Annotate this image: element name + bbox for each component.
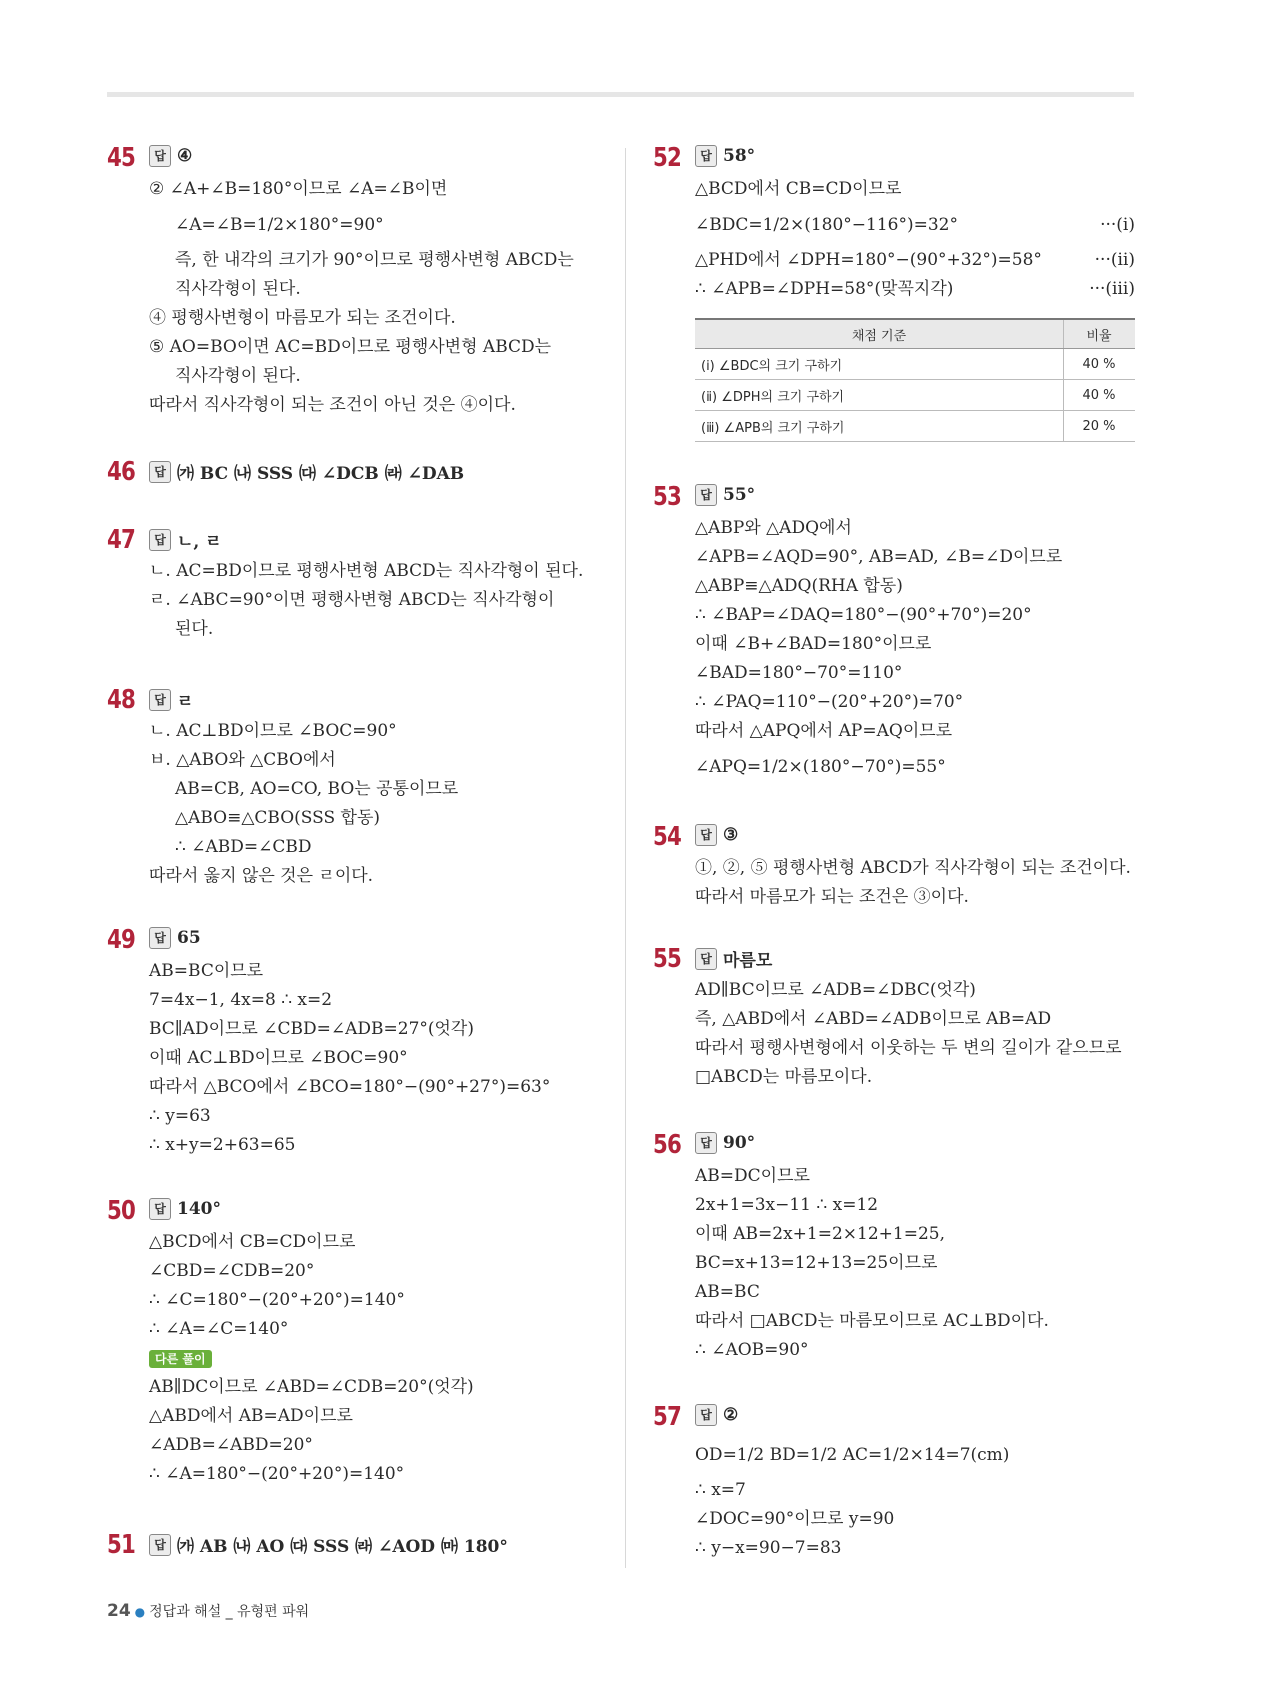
answer-value: 90° (723, 1133, 756, 1153)
solution-line: ∠DOC=90°이므로 y=90 (695, 1509, 895, 1529)
header-ratio: 비율 (1064, 319, 1136, 349)
solution-line: ∴ ∠ABD=∠CBD (175, 837, 312, 857)
solution (695, 514, 1062, 788)
solution-line: BC=x+13=12+13=25이므로 (695, 1253, 938, 1273)
table-row (695, 411, 1135, 442)
solution-line: 따라서 옳지 않은 것은 ㄹ이다. (149, 866, 374, 886)
problem-number: 49 (107, 925, 136, 955)
solution-line: BC∥AD이므로 ∠CBD=∠ADB=27°(엇각) (149, 1019, 474, 1039)
solution-line: △BCD에서 CB=CD이므로 (695, 179, 902, 199)
answer-badge: 답 (695, 824, 717, 846)
solution-line: ∠BAD=180°−70°=110° (695, 663, 903, 683)
solution-line: △ABO≡△CBO(SSS 합동) (175, 808, 381, 828)
solution (149, 1228, 474, 1489)
problem-number: 53 (653, 482, 682, 512)
solution-line: ∴ x=7 (695, 1480, 746, 1500)
solution-line: ㅂ. △ABO와 △CBO에서 (149, 750, 336, 770)
answer-value: 65 (177, 928, 201, 948)
solution-line: ∴ y=63 (149, 1106, 211, 1126)
answer-line (149, 1198, 221, 1220)
solution-line: ∴ x+y=2+63=65 (149, 1135, 296, 1155)
problem-number: 56 (653, 1130, 682, 1160)
solution-row (695, 246, 1135, 275)
solution-line: 직사각형이 된다. (175, 366, 301, 386)
step-mark: ···(ⅰ) (1100, 215, 1135, 235)
problem-number: 48 (107, 685, 136, 715)
solution-line: ∠BDC=1/2×(180°−116°)=32° (695, 215, 959, 235)
problem-number: 47 (107, 525, 136, 555)
answer-badge: 답 (695, 948, 717, 970)
answer-line (149, 527, 222, 552)
answer-line (695, 946, 772, 971)
answer-value: 55° (723, 485, 756, 505)
answer-line (149, 145, 192, 167)
solution-line: 이때 AB=2x+1=2×12+1=25, (695, 1224, 946, 1244)
solution-line: 이때 ∠B+∠BAD=180°이므로 (695, 634, 932, 654)
solution-line: 된다. (175, 619, 214, 639)
table-row (695, 380, 1135, 411)
solution-line: 직사각형이 된다. (175, 279, 301, 299)
solution-line: 즉, 한 내각의 크기가 90°이므로 평행사변형 ABCD는 (175, 250, 574, 270)
ratio-cell: 40 % (1064, 349, 1136, 380)
solution-line: AB=CB, AO=CO, BO는 공통이므로 (175, 779, 459, 799)
answer-line (695, 1132, 755, 1154)
solution-line: ∴ ∠C=180°−(20°+20°)=140° (149, 1290, 405, 1310)
table-row (695, 349, 1135, 380)
answer-value: ㈎ AB ㈏ AO ㈐ SSS ㈑ ∠AOD ㈒ 180° (177, 1537, 508, 1557)
answer-badge: 답 (149, 145, 171, 167)
column-divider (625, 148, 626, 1568)
solution-line: □ABCD는 마름모이다. (695, 1067, 873, 1087)
answer-badge: 답 (695, 484, 717, 506)
solution (695, 854, 1131, 912)
header-criteria: 채점 기준 (695, 319, 1064, 349)
footer-title: 정답과 해설 _ 유형편 파워 (149, 1604, 310, 1620)
solution-line: 7=4x−1, 4x=8 ∴ x=2 (149, 990, 333, 1010)
problem-number: 52 (653, 143, 682, 173)
solution-line: △ABD에서 AB=AD이므로 (149, 1406, 353, 1426)
solution-line: ∴ ∠APB=∠DPH=58°(맞꼭지각) (695, 279, 954, 299)
answer-line (149, 459, 464, 484)
criteria-cell: (ⅰ) ∠BDC의 크기 구하기 (695, 349, 1064, 380)
solution (695, 976, 1122, 1092)
solution-line: ⑤ AO=BO이면 AC=BD이므로 평행사변형 ABCD는 (149, 337, 552, 357)
page-number: 24 (107, 1601, 131, 1621)
problem-number: 50 (107, 1196, 136, 1226)
solution (695, 1434, 1009, 1563)
solution-line: AB∥DC이므로 ∠ABD=∠CDB=20°(엇각) (149, 1377, 474, 1397)
answer-badge: 답 (149, 529, 171, 551)
answer-badge: 답 (695, 1132, 717, 1154)
solution-line: ∠APB=∠AQD=90°, AB=AD, ∠B=∠D이므로 (695, 547, 1063, 567)
solution-line: AD∥BC이므로 ∠ADB=∠DBC(엇각) (695, 980, 976, 1000)
bullet-icon: ● (134, 1605, 146, 1619)
answer-value: ② (723, 1405, 739, 1425)
solution-line: ∴ ∠A=∠C=140° (149, 1319, 289, 1339)
answer-badge: 답 (149, 461, 171, 483)
answer-value: 140° (177, 1199, 221, 1219)
solution-line: △ABP≡△ADQ(RHA 합동) (695, 576, 903, 596)
answer-value: ㄴ, ㄹ (177, 532, 222, 552)
step-mark: ···(ⅲ) (1089, 279, 1135, 299)
solution-line: ㄹ. ∠ABC=90°이면 평행사변형 ABCD는 직사각형이 (149, 590, 555, 610)
answer-line (149, 687, 193, 712)
solution-row (695, 275, 1135, 304)
criteria-cell: (ⅲ) ∠APB의 크기 구하기 (695, 411, 1064, 442)
solution-line: ④ 평행사변형이 마름모가 되는 조건이다. (149, 308, 456, 328)
solution-line: 2x+1=3x−11 ∴ x=12 (695, 1195, 879, 1215)
solution-line: ∠APQ=1/2×(180°−70°)=55° (695, 757, 946, 777)
answer-value: 마름모 (723, 951, 773, 971)
problem-number: 46 (107, 457, 136, 487)
solution-line: 따라서 마름모가 되는 조건은 ③이다. (695, 887, 969, 907)
solution-line: ∠A=∠B=1/2×180°=90° (175, 215, 384, 235)
solution-line: ∴ ∠A=180°−(20°+20°)=140° (149, 1464, 405, 1484)
solution-line: 이때 AC⊥BD이므로 ∠BOC=90° (149, 1048, 408, 1068)
solution-line: ∴ y−x=90−7=83 (695, 1538, 842, 1558)
answer-badge: 답 (149, 1198, 171, 1220)
solution (149, 175, 574, 420)
solution-line: ㄴ. AC=BD이므로 평행사변형 ABCD는 직사각형이 된다. (149, 561, 584, 581)
solution-line: 따라서 직사각형이 되는 조건이 아닌 것은 ④이다. (149, 395, 516, 415)
answer-badge: 답 (695, 1404, 717, 1426)
solution (149, 557, 583, 644)
solution (695, 1162, 1049, 1365)
alt-solution-badge: 다른 풀이 (149, 1350, 212, 1368)
problem-number: 51 (107, 1530, 136, 1560)
problem-number: 54 (653, 822, 682, 852)
scoring-table-header (695, 319, 1135, 349)
top-rule (107, 92, 1134, 97)
alt-solution-label (149, 1344, 474, 1373)
solution-row (695, 204, 1135, 246)
ratio-cell: 20 % (1064, 411, 1136, 442)
solution (695, 175, 1135, 304)
solution-line: 즉, △ABD에서 ∠ABD=∠ADB이므로 AB=AD (695, 1009, 1052, 1029)
solution-line: 따라서 □ABCD는 마름모이므로 AC⊥BD이다. (695, 1311, 1049, 1331)
solution-line: ∴ ∠AOB=90° (695, 1340, 809, 1360)
answer-line (149, 1532, 508, 1557)
solution-line: △BCD에서 CB=CD이므로 (149, 1232, 356, 1252)
solution-line: △PHD에서 ∠DPH=180°−(90°+32°)=58° (695, 250, 1042, 270)
step-mark: ···(ⅱ) (1094, 250, 1135, 270)
ratio-cell: 40 % (1064, 380, 1136, 411)
answer-badge: 답 (695, 145, 717, 167)
solution-line: AB=DC이므로 (695, 1166, 810, 1186)
solution-line: ∠CBD=∠CDB=20° (149, 1261, 315, 1281)
solution-line: ∴ ∠BAP=∠DAQ=180°−(90°+70°)=20° (695, 605, 1032, 625)
page-footer (107, 1601, 309, 1621)
solution-line: AB=BC이므로 (149, 961, 264, 981)
answer-value: ③ (723, 825, 739, 845)
answer-badge: 답 (149, 689, 171, 711)
solution (149, 717, 458, 891)
solution-line: 따라서 평행사변형에서 이웃하는 두 변의 길이가 같으므로 (695, 1038, 1122, 1058)
solution-line: 따라서 △BCO에서 ∠BCO=180°−(90°+27°)=63° (149, 1077, 551, 1097)
solution-line: △ABP와 △ADQ에서 (695, 518, 852, 538)
answer-badge: 답 (149, 927, 171, 949)
answer-value: 58° (723, 146, 756, 166)
solution-line: ∠ADB=∠ABD=20° (149, 1435, 313, 1455)
solution (149, 957, 550, 1160)
scoring-table (695, 318, 1135, 442)
answer-value: ㈎ BC ㈏ SSS ㈐ ∠DCB ㈑ ∠DAB (177, 464, 465, 484)
answer-value: ④ (177, 146, 193, 166)
answer-line (695, 824, 738, 846)
answer-badge: 답 (149, 1534, 171, 1556)
criteria-cell: (ⅱ) ∠DPH의 크기 구하기 (695, 380, 1064, 411)
solution-line: AB=BC (695, 1282, 760, 1302)
solution-line: 따라서 △APQ에서 AP=AQ이므로 (695, 721, 953, 741)
solution-line: ①, ②, ⑤ 평행사변형 ABCD가 직사각형이 되는 조건이다. (695, 858, 1131, 878)
answer-line (695, 145, 755, 167)
solution-line: ∴ ∠PAQ=110°−(20°+20°)=70° (695, 692, 964, 712)
problem-number: 57 (653, 1402, 682, 1432)
answer-value: ㄹ (177, 692, 194, 712)
answer-line (149, 927, 201, 949)
solution-line: ② ∠A+∠B=180°이므로 ∠A=∠B이면 (149, 179, 448, 199)
solution-line: OD=1/2 BD=1/2 AC=1/2×14=7(cm) (695, 1445, 1010, 1465)
solution-line: ㄴ. AC⊥BD이므로 ∠BOC=90° (149, 721, 397, 741)
problem-number: 55 (653, 944, 682, 974)
answer-line (695, 1404, 738, 1426)
answer-line (695, 484, 755, 506)
problem-number: 45 (107, 143, 136, 173)
